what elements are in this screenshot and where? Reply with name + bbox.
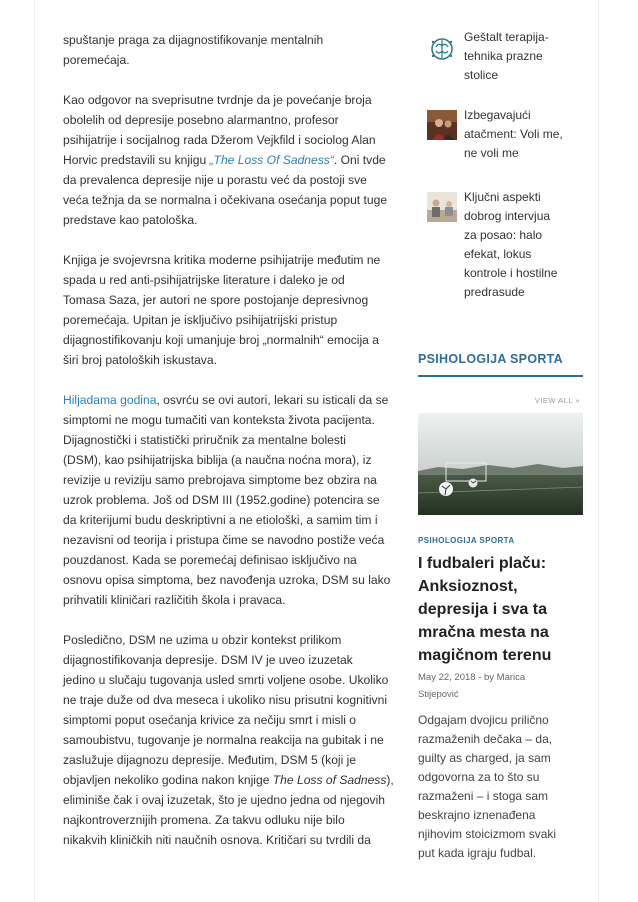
title-line: efekat, lokus bbox=[464, 247, 532, 261]
section-divider bbox=[418, 375, 583, 377]
text-segment: , osvrću se ovi autori, lekari su isticali da se bbox=[156, 393, 389, 407]
featured-image-football-field[interactable] bbox=[418, 413, 583, 515]
excerpt-line: Odgajam dvojicu prilično bbox=[418, 713, 549, 727]
text-segment: spuštanje praga za dijagnostifikovanje mentalnih bbox=[63, 33, 324, 47]
text-segment: nezavisni od teorija i pristupa čime se navodno postiže veća bbox=[63, 533, 385, 547]
headline-line: mračna mesta na bbox=[418, 624, 549, 641]
excerpt-line: put kada igraju fudbal. bbox=[418, 846, 537, 860]
text-segment: samoubistvu, tugovanje je normalna reakcija na gubitak i ne bbox=[63, 733, 384, 747]
text-segment: dijagnostifikovanja depresije. DSM IV je uveo izuzetak bbox=[63, 653, 353, 667]
text-segment: (DSM), kao psihijatrijska biblija (a naučna noćna mora), iz bbox=[63, 453, 372, 467]
text-segment: objavljen nekoliko godina nakon knjige bbox=[63, 773, 273, 787]
text-segment: da kriterijumi budu deskriptivni a ne etiološki, a samim tim i bbox=[63, 513, 378, 527]
title-line: kontrole i hostilne bbox=[464, 266, 558, 280]
book-title-link[interactable]: „The Loss Of Sadness“ bbox=[209, 153, 334, 167]
text-segment: najkontroverznijih promena. Za takvu odluku nije bilo bbox=[63, 813, 345, 827]
article-paragraph bbox=[63, 630, 403, 850]
featured-post-meta bbox=[418, 669, 583, 703]
recent-post-title[interactable] bbox=[464, 188, 579, 302]
text-segment: poremećaja. Upitan je isključivo psihijatrijski pristup bbox=[63, 313, 338, 327]
inline-link[interactable]: Hiljadama godina bbox=[63, 393, 157, 407]
text-segment: predstave kao patološka. bbox=[63, 213, 198, 227]
text-segment: . Oni tvde bbox=[333, 153, 386, 167]
text-segment: prihvatili kliničari različitih škola i pravaca. bbox=[63, 593, 286, 607]
text-segment: osnovu opisa simptoma, bez navođenja uzroka, DSM su lako bbox=[63, 573, 391, 587]
text-segment: spada u red anti-psihijatrijske literature i daleko je od bbox=[63, 273, 345, 287]
text-segment: simptomi ne mogu tumačiti van konteksta života pacijenta. bbox=[63, 413, 375, 427]
excerpt-line: guilty as charged, ja sam bbox=[418, 751, 551, 765]
featured-post-title[interactable] bbox=[418, 552, 583, 667]
excerpt-line: razmaženi – i stoga sam bbox=[418, 789, 549, 803]
headline-line: depresija i sva ta bbox=[418, 601, 547, 618]
headline-line: magičnom terenu bbox=[418, 647, 552, 664]
excerpt-line: beskrajno iznenađena bbox=[418, 808, 536, 822]
headline-line: Anksioznost, bbox=[418, 578, 518, 595]
title-line: ne voli me bbox=[464, 146, 519, 160]
text-segment: dijagnostifikovanju koji umanjuje broj „normalnih“ emocija a bbox=[63, 333, 379, 347]
text-segment: Tomasa Saza, jer autori ne spore postojanje depresivnog bbox=[63, 293, 369, 307]
text-segment: Kao odgovor na sveprisutne tvrdnje da je povećanje broja bbox=[63, 93, 372, 107]
article-paragraph bbox=[63, 390, 403, 610]
text-segment: simptomi poput osećanja krivice za nečiju smrt i misli o bbox=[63, 713, 357, 727]
football-field-photo bbox=[418, 413, 583, 515]
post-thumbnail[interactable] bbox=[427, 110, 457, 140]
text-segment: Horvic predstavili su knjigu bbox=[63, 153, 210, 167]
text-segment: ), bbox=[386, 773, 394, 787]
text-segment: Posledično, DSM ne uzima u obzir kontekst prilikom bbox=[63, 633, 342, 647]
text-segment: uzrok problema. Još od DSM III (1952.godine) potencira se bbox=[63, 493, 380, 507]
book-title: The Loss of Sadness bbox=[272, 773, 387, 787]
text-segment: obolelih od depresije posebno alarmantno, profesor bbox=[63, 113, 339, 127]
excerpt-line: odgovorna za to što su bbox=[418, 770, 540, 784]
article-paragraph bbox=[63, 250, 403, 370]
article-paragraph bbox=[63, 90, 403, 230]
title-line: Ključni aspekti bbox=[464, 190, 541, 204]
headline-line: I fudbaleri plaču: bbox=[418, 555, 547, 572]
recent-post-title[interactable] bbox=[464, 106, 579, 163]
title-line: atačment: Voli me, bbox=[464, 127, 563, 141]
text-segment: Dijagnostički i statistički priručnik za mentalne bolesti bbox=[63, 433, 346, 447]
text-segment: zaslužuje dijagnozu depresije. Međutim, DSM 5 (koji je bbox=[63, 753, 357, 767]
text-segment: ne traje duže od dva meseca i ukoliko nisu prisutni kognitivni bbox=[63, 693, 388, 707]
title-line: Geštalt terapija- bbox=[464, 30, 549, 44]
text-segment: jedino u slučaju tugovanja usled smrti voljene osobe. Ukoliko bbox=[63, 673, 389, 687]
text-segment: revizije u reviziju samo prebrojava simptome bez obzira na bbox=[63, 473, 377, 487]
excerpt-line: njihovim stoicizmom svaki bbox=[418, 827, 557, 841]
article-body bbox=[63, 30, 403, 870]
excerpt-line: razmaženih dečaka – da, bbox=[418, 732, 553, 746]
title-line: za posao: halo bbox=[464, 228, 543, 242]
text-segment: eliminiše čak i ovaj izuzetak, što je ujedno jedna od njegovih bbox=[63, 793, 386, 807]
title-line: dobrog intervjua bbox=[464, 209, 551, 223]
text-segment: širi broj patoloških iskustava. bbox=[63, 353, 217, 367]
title-line: predrasude bbox=[464, 285, 525, 299]
page-border-right bbox=[598, 0, 599, 902]
featured-post-excerpt bbox=[418, 711, 588, 863]
text-segment: nikakvih kliničkih niti naučnih osnova. Kritičari su tvrdili da bbox=[63, 833, 371, 847]
section-title[interactable]: PSIHOLOGIJA SPORTA bbox=[418, 352, 563, 366]
meta-line: May 22, 2018 - by Marica bbox=[418, 672, 526, 683]
title-line: stolice bbox=[464, 68, 499, 82]
text-segment: veća težnja da se normalna i očekivana osećanja poput tuge bbox=[63, 193, 388, 207]
text-segment: Knjiga je svojevrsna kritika moderne psihijatrije međutim ne bbox=[63, 253, 381, 267]
article-paragraph bbox=[63, 30, 403, 70]
post-thumbnail[interactable] bbox=[427, 192, 457, 222]
brain-icon[interactable] bbox=[427, 34, 457, 64]
text-segment: pouzdanost. Kada se poremećaj definisao isključivo na bbox=[63, 553, 357, 567]
page-border-left bbox=[34, 0, 35, 902]
title-line: Izbegavajući bbox=[464, 108, 531, 122]
title-line: tehnika prazne bbox=[464, 49, 543, 63]
text-segment: da prevalenca depresije nije u porastu već da postoji sve bbox=[63, 173, 367, 187]
featured-post-category[interactable]: PSIHOLOGIJA SPORTA bbox=[418, 536, 515, 545]
recent-post-title[interactable] bbox=[464, 28, 579, 85]
text-segment: poremećaja. bbox=[63, 53, 130, 67]
meta-line: Stijepović bbox=[418, 689, 459, 700]
view-all-link[interactable]: VIEW ALL » bbox=[534, 396, 580, 405]
text-segment: psihijatrije i socijalnog rada Džerom Vejkfild i sociolog Alan bbox=[63, 133, 376, 147]
